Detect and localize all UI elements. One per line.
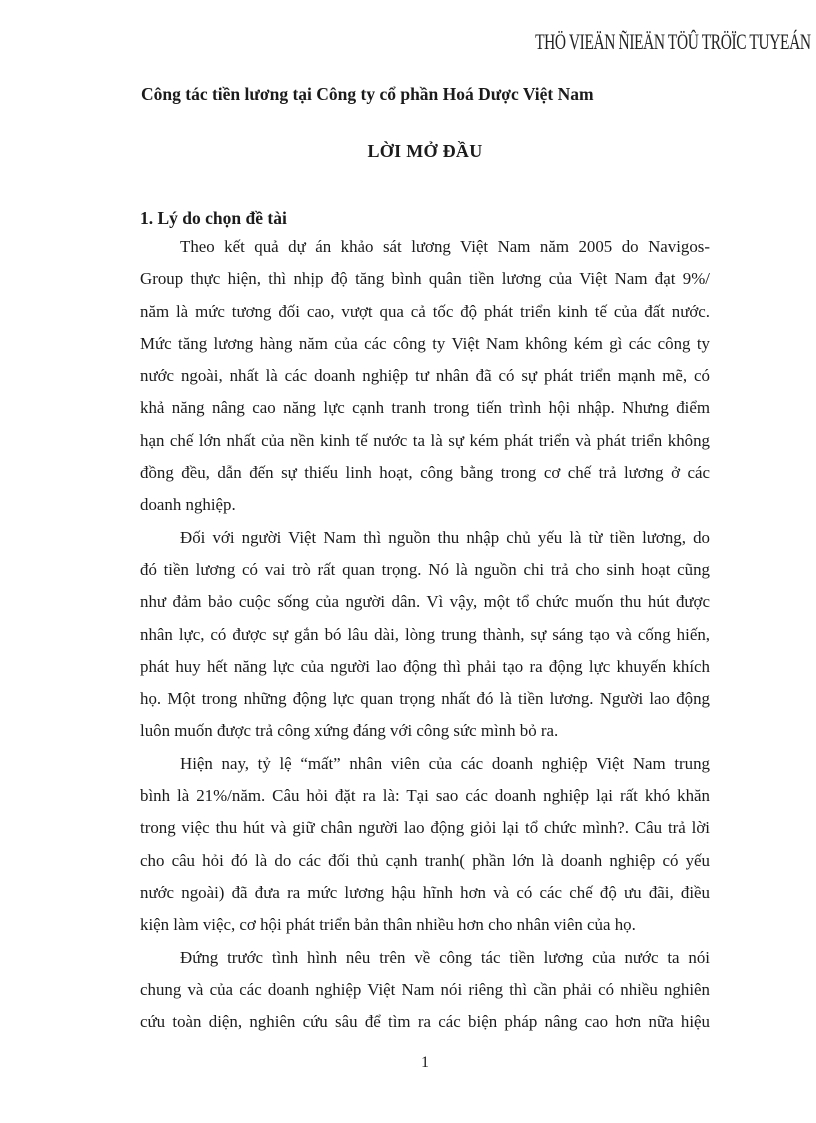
- body-line-p3-l3: trong việc thu hút và giữ chân người lao động giỏi lại tổ chức mình?. Câu trả lời: [140, 818, 710, 838]
- document-title: Công tác tiền lương tại Công ty cổ phần Hoá Dược Việt Nam: [141, 84, 594, 104]
- body-line-p2-l4: nhân lực, có được sự gắn bó lâu dài, lòng trung thành, sự sáng tạo và cống hiến,: [140, 624, 710, 644]
- body-line-p1-l1: Theo kết quả dự án khảo sát lương Việt Nam năm 2005 do Navigos-: [180, 237, 710, 256]
- main-heading: LỜI MỞ ĐẦU: [367, 141, 483, 161]
- body-line-p3-l5: nước ngoài) đã đưa ra mức lương hậu hĩnh hơn và có các chế độ ưu đãi, điều: [140, 882, 710, 902]
- body-line-p2-l1: Đối với người Việt Nam thì nguồn thu nhập chủ yếu là từ tiền lương, do: [180, 527, 710, 547]
- body-line-p1-l9: doanh nghiệp.: [140, 495, 236, 515]
- body-line-p1-l3: năm là mức tương đối cao, vượt qua cả tốc độ phát triển kinh tế của đất nước.: [140, 301, 710, 321]
- body-line-p1-l2: Group thực hiện, thì nhịp độ tăng bình quân tiền lương của Việt Nam đạt 9%/: [140, 269, 710, 289]
- body-line-p1-l4: Mức tăng lương hàng năm của các công ty Việt Nam không kém gì các công ty: [140, 333, 710, 353]
- header-row: [0, 0, 816, 55]
- body-line-p3-l2: bình là 21%/năm. Câu hỏi đặt ra là: Tại sao các doanh nghiệp lại rất khó khăn: [140, 786, 710, 806]
- body-line-p1-l7: hạn chế lớn nhất của nền kinh tế nước ta là sự kém phát triển và phát triển không: [140, 430, 710, 450]
- body-text: [140, 231, 710, 1038]
- body-line-p4-l3: cứu toàn diện, nghiên cứu sâu để tìm ra các biện pháp nâng cao hơn nữa hiệu: [140, 1012, 710, 1032]
- library-watermark-text: THÖ VIEÄN ÑIEÄN TÖÛ TRÖÏC TUYEÁN: [535, 29, 811, 54]
- body-line-p4-l1: Đứng trước tình hình nêu trên về công tác tiền lương của nước ta nói: [180, 947, 710, 967]
- body-line-p4-l2: chung và của các doanh nghiệp Việt Nam nói riêng thì cần phải có nhiều nghiên: [140, 979, 710, 999]
- body-line-p1-l5: nước ngoài, nhất là các doanh nghiệp tư nhân đã có sự phát triển mạnh mẽ, có: [140, 366, 710, 386]
- body-line-p3-l6: kiện làm việc, cơ hội phát triển bản thân nhiều hơn cho nhân viên của họ.: [140, 915, 636, 935]
- body-line-p1-l6: khả năng nâng cao năng lực cạnh tranh trong tiến trình hội nhập. Nhưng điểm: [140, 398, 710, 418]
- body-line-p3-l4: cho câu hỏi đó là do các đối thủ cạnh tranh( phần lớn là doanh nghiệp có yếu: [140, 850, 710, 870]
- body-line-p2-l5: phát huy hết năng lực của người lao động thì phải tạo ra động lực khuyến khích: [140, 656, 710, 676]
- body-line-p1-l8: đồng đều, dẫn đến sự thiếu linh hoạt, công bằng trong cơ chế trả lương ở các: [140, 463, 710, 483]
- body-line-p3-l1: Hiện nay, tỷ lệ “mất” nhân viên của các doanh nghiệp Việt Nam trung: [180, 753, 710, 773]
- body-line-p2-l2: đó tiền lương có vai trò rất quan trọng. Nó là nguồn chi trả cho sinh hoạt cũng: [140, 559, 710, 579]
- body-line-p2-l7: luôn muốn được trả công xứng đáng với công sức mình bỏ ra.: [140, 721, 559, 741]
- body-line-p2-l3: như đảm bảo cuộc sống của người dân. Vì vậy, một tổ chức muốn thu hút được: [140, 592, 710, 612]
- section-heading: 1. Lý do chọn đề tài: [140, 208, 287, 228]
- page-number: 1: [421, 1054, 429, 1072]
- body-line-p2-l6: họ. Một trong những động lực quan trọng nhất đó là tiền lương. Người lao động: [140, 689, 710, 709]
